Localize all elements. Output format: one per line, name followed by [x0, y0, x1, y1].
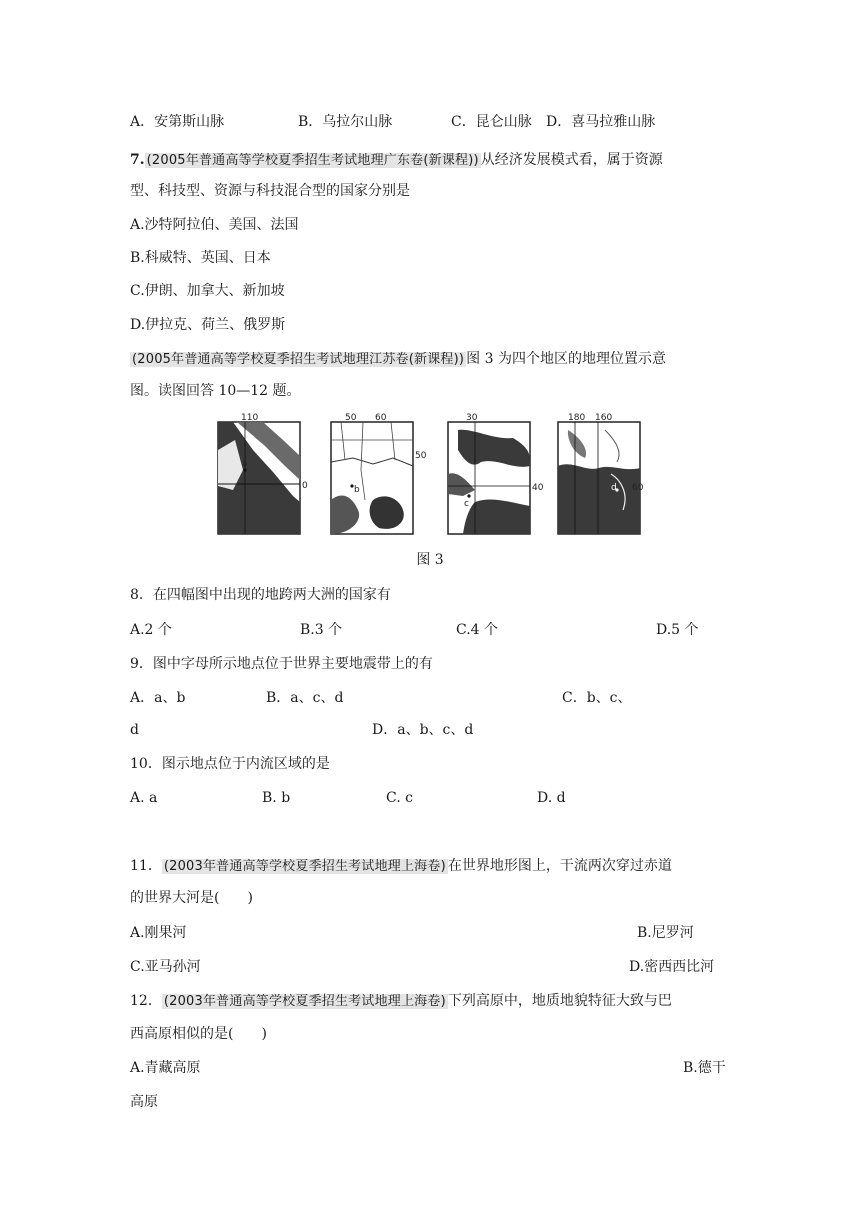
q7-option-b: B.科威特、英国、日本: [130, 250, 271, 266]
q12-stem: [130, 991, 672, 1012]
q12-option-a: A.青藏高原: [130, 1060, 201, 1076]
figure-caption: 图 3: [416, 552, 444, 568]
q8-stem: 8．在四幅图中出现的地跨两大洲的国家有: [130, 587, 391, 603]
q12-option-b: B.德干: [683, 1060, 726, 1076]
q12-text-line2: 西高原相似的是( ): [130, 1026, 267, 1042]
q9-option-c-cont: d: [130, 722, 139, 738]
q11-source: (2003年普通高等学校夏季招生考试地理上海卷): [163, 859, 446, 874]
q7-option-c: C.伊朗、加拿大、新加坡: [130, 283, 285, 299]
q12-number: 12．: [130, 993, 162, 1009]
map-4-label-top-1: 180: [568, 413, 586, 423]
q10-option-a: A. a: [130, 790, 158, 806]
q9-option-d: D．a、b、c、d: [372, 722, 474, 738]
q6-option-d: D．喜马拉雅山脉: [546, 114, 656, 130]
q6-option-b: B．乌拉尔山脉: [298, 114, 393, 130]
group-text-line2: 图。读图回答 10—12 题。: [130, 383, 301, 399]
q7-text-line1: 从经济发展模式看，属于资源: [480, 152, 663, 168]
figure-3-maps: [213, 410, 647, 538]
q11-stem: [130, 856, 672, 877]
q10-option-b: B. b: [262, 790, 291, 806]
q7-option-a: A.沙特阿拉伯、美国、法国: [130, 217, 299, 233]
q12-option-b-cont: 高原: [130, 1094, 158, 1110]
q9-stem: 9．图中字母所示地点位于世界主要地震带上的有: [130, 656, 433, 672]
q10-option-d: D. d: [537, 790, 566, 806]
map-1: [218, 413, 308, 534]
map-4-label-right: 60: [632, 483, 644, 493]
map-4: [558, 413, 644, 534]
q10-stem: 10．图示地点位于内流区域的是: [130, 756, 330, 772]
q11-option-d: D.密西西比河: [629, 959, 715, 975]
map-3-label-top: 30: [466, 413, 478, 423]
map-2-point: b: [354, 485, 360, 495]
q8-option-b: B.3 个: [300, 622, 343, 638]
map-1-label-top: 110: [241, 413, 259, 423]
q11-option-a: A.刚果河: [130, 925, 187, 941]
q6-option-c: C．昆仑山脉: [451, 114, 532, 130]
q11-text-line1: 在世界地形图上，干流两次穿过赤道: [447, 858, 672, 874]
q7-source: (2005年普通高等学校夏季招生考试地理广东卷(新课程)): [146, 153, 479, 168]
group-intro: [130, 349, 666, 370]
map-4-label-top-2: 160: [595, 413, 613, 423]
q8-option-d: D.5 个: [656, 622, 699, 638]
group-text-line1: 图 3 为四个地区的地理位置示意: [466, 351, 666, 367]
figure-3-svg: [213, 410, 647, 538]
map-4-point: d: [611, 483, 617, 493]
map-3: [448, 413, 544, 534]
q7-number: 7.: [130, 152, 145, 168]
q11-option-c: C.亚马孙河: [130, 959, 201, 975]
q12-source: (2003年普通高等学校夏季招生考试地理上海卷): [163, 994, 446, 1009]
map-2-label-right: 50: [415, 451, 427, 461]
q6-option-a: A．安第斯山脉: [130, 114, 225, 130]
map-3-point: c: [464, 499, 469, 509]
q10-option-c: C. c: [386, 790, 413, 806]
q12-text-line1: 下列高原中，地质地貌特征大致与巴: [447, 993, 672, 1009]
map-2-label-top-2: 60: [375, 413, 387, 423]
q9-option-c: C．b、c、: [562, 690, 632, 706]
q11-text-line2: 的世界大河是( ): [130, 890, 253, 906]
q11-option-b: B.尼罗河: [637, 925, 694, 941]
map-2-label-top-1: 50: [345, 413, 357, 423]
group-source: (2005年普通高等学校夏季招生考试地理江苏卷(新课程)): [132, 352, 465, 367]
map-1-label-right: 0: [302, 481, 308, 491]
q7-option-d: D.伊拉克、荷兰、俄罗斯: [130, 317, 286, 333]
q8-option-a: A.2 个: [130, 622, 172, 638]
q8-option-c: C.4 个: [456, 622, 499, 638]
q7-stem: [130, 150, 663, 171]
map-3-label-right: 40: [532, 483, 544, 493]
q9-option-a: A．a、b: [130, 690, 186, 706]
q11-number: 11．: [130, 858, 162, 874]
q7-text-line2: 型、科技型、资源与科技混合型的国家分别是: [130, 183, 410, 199]
map-1-point: a: [242, 459, 248, 469]
q9-option-b: B．a、c、d: [266, 690, 344, 706]
map-2: [331, 413, 427, 534]
